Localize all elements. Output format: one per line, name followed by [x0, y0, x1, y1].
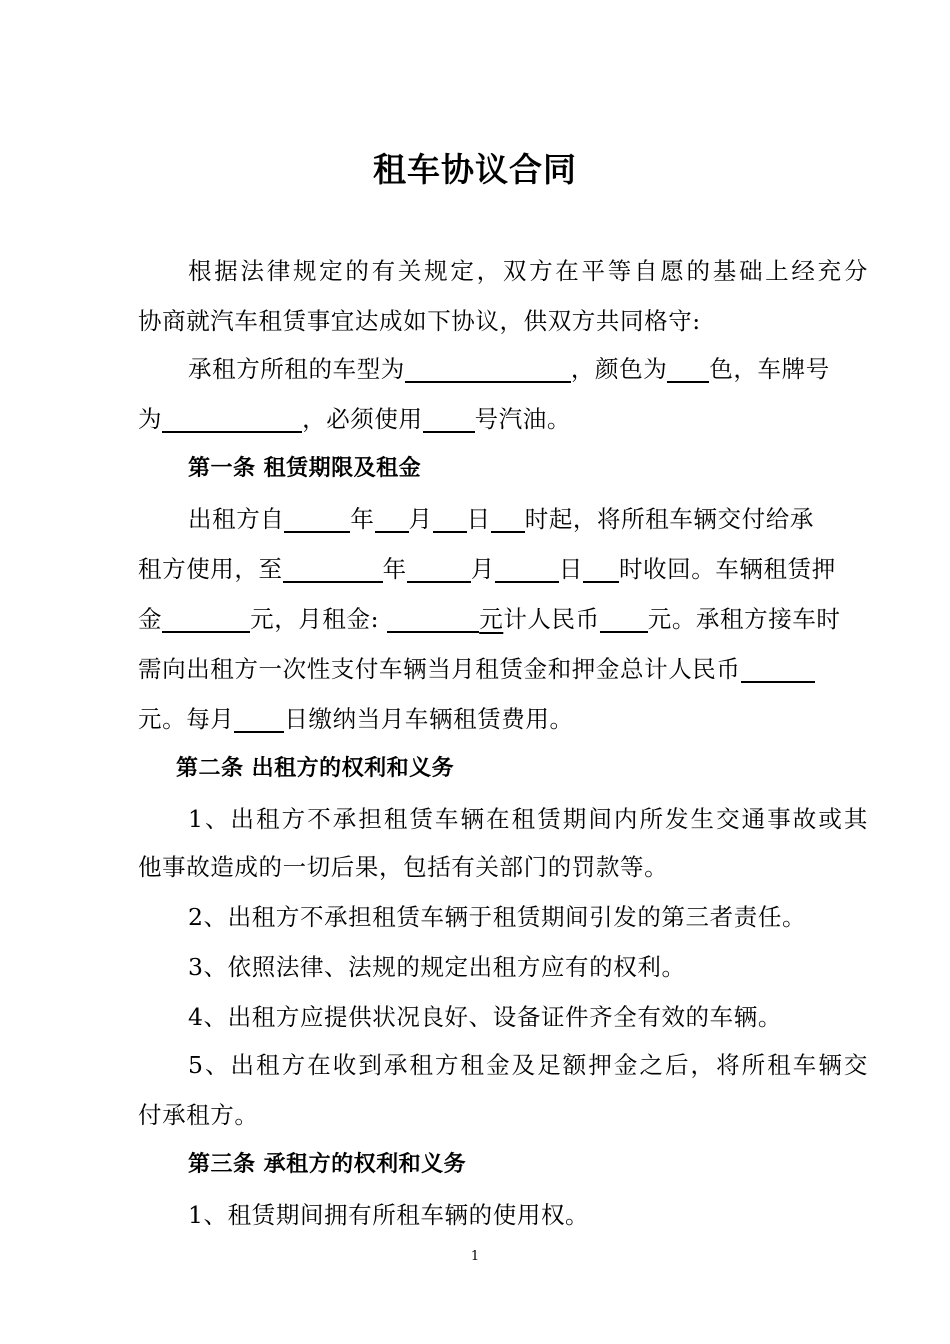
text-segment: 月 — [470, 555, 495, 583]
vehicle-line-1 — [188, 344, 868, 394]
text-segment: 元。每月 — [138, 705, 235, 733]
article-2-item-5-line-1: 5、出租方在收到承租方租金及足额押金之后，将所租车辆交 — [188, 1051, 868, 1079]
text-segment: 承租方所租的车型为 — [188, 355, 405, 383]
article-2-item-5-line-2: 付承租方。 — [138, 1101, 259, 1129]
article-1-line-1 — [188, 494, 868, 544]
text-segment: 计人民币 — [503, 605, 600, 633]
article-2-item-1-line-1: 1、出租方不承担租赁车辆在租赁期间内所发生交通事故或其 — [188, 805, 868, 833]
monthly-rent-blank[interactable] — [387, 603, 479, 633]
rent-rmb-blank[interactable] — [600, 603, 648, 633]
text-segment: 月 — [408, 505, 433, 533]
article-1-line-4 — [138, 644, 868, 694]
start-month-blank[interactable] — [375, 503, 409, 533]
document-title: 租车协议合同 — [373, 150, 577, 189]
plate-number-blank[interactable] — [162, 403, 302, 433]
text-segment: 时起，将所租车辆交付给承 — [524, 505, 814, 533]
start-day-blank[interactable] — [433, 503, 467, 533]
text-segment: 金 — [138, 605, 163, 633]
intro-line-1: 根据法律规定的有关规定，双方在平等自愿的基础上经充分 — [188, 257, 868, 285]
start-hour-blank[interactable] — [491, 503, 525, 533]
article-2-item-2: 2、出租方不承担租赁车辆于租赁期间引发的第三者责任。 — [188, 903, 807, 931]
article-1-heading: 第一条 租赁期限及租金 — [188, 456, 422, 481]
text-segment: 年 — [382, 555, 407, 583]
text-segment: 元。承租方接车时 — [647, 605, 841, 633]
vehicle-line-2 — [138, 394, 868, 444]
text-segment: 色，车牌号 — [709, 355, 830, 383]
article-2-item-3: 3、依照法律、法规的规定出租方应有的权利。 — [188, 953, 686, 981]
article-3-heading: 第三条 承租方的权利和义务 — [188, 1152, 467, 1177]
end-day-blank[interactable] — [495, 553, 559, 583]
text-segment: 需向出租方一次性支付车辆当月租赁金和押金总计人民币 — [138, 655, 741, 683]
payment-day-blank[interactable] — [234, 703, 284, 733]
page-number: 1 — [470, 1249, 480, 1264]
car-model-blank[interactable] — [405, 353, 571, 383]
text-segment: 年 — [350, 505, 375, 533]
text-segment: 号汽油。 — [474, 405, 572, 433]
text-segment: ，颜色为 — [570, 355, 668, 383]
article-1-line-3 — [138, 594, 868, 644]
end-hour-blank[interactable] — [583, 553, 619, 583]
article-2-item-4: 4、出租方应提供状况良好、设备证件齐全有效的车辆。 — [188, 1003, 782, 1031]
end-year-blank[interactable] — [283, 553, 383, 583]
color-blank[interactable] — [667, 353, 709, 383]
article-3-item-1: 1、租赁期间拥有所租车辆的使用权。 — [188, 1201, 590, 1229]
article-2-heading: 第二条 出租方的权利和义务 — [176, 756, 455, 781]
article-2-item-1-line-2: 他事故造成的一切后果，包括有关部门的罚款等。 — [138, 853, 669, 881]
text-segment: 时收回。车辆租赁押 — [618, 555, 836, 583]
start-year-blank[interactable] — [284, 503, 350, 533]
text-segment: 为 — [138, 405, 163, 433]
fuel-grade-blank[interactable] — [423, 403, 475, 433]
total-amount-blank[interactable] — [741, 653, 815, 683]
intro-line-2: 协商就汽车租赁事宜达成如下协议，供双方共同格守: — [138, 307, 701, 335]
deposit-blank[interactable] — [162, 603, 250, 633]
end-month-blank[interactable] — [407, 553, 471, 583]
text-segment: 租方使用，至 — [138, 555, 283, 583]
text-segment: 日缴纳当月车辆租赁费用。 — [284, 705, 574, 733]
text-segment: 出租方自 — [188, 505, 285, 533]
text-segment: 日 — [466, 505, 491, 533]
text-segment: ，必须使用 — [302, 405, 423, 433]
text-segment: 元 — [479, 605, 504, 633]
text-segment: 日 — [558, 555, 583, 583]
article-1-line-2 — [138, 544, 868, 594]
article-1-line-5 — [138, 694, 868, 744]
text-segment: 元，月租金: — [250, 605, 388, 633]
